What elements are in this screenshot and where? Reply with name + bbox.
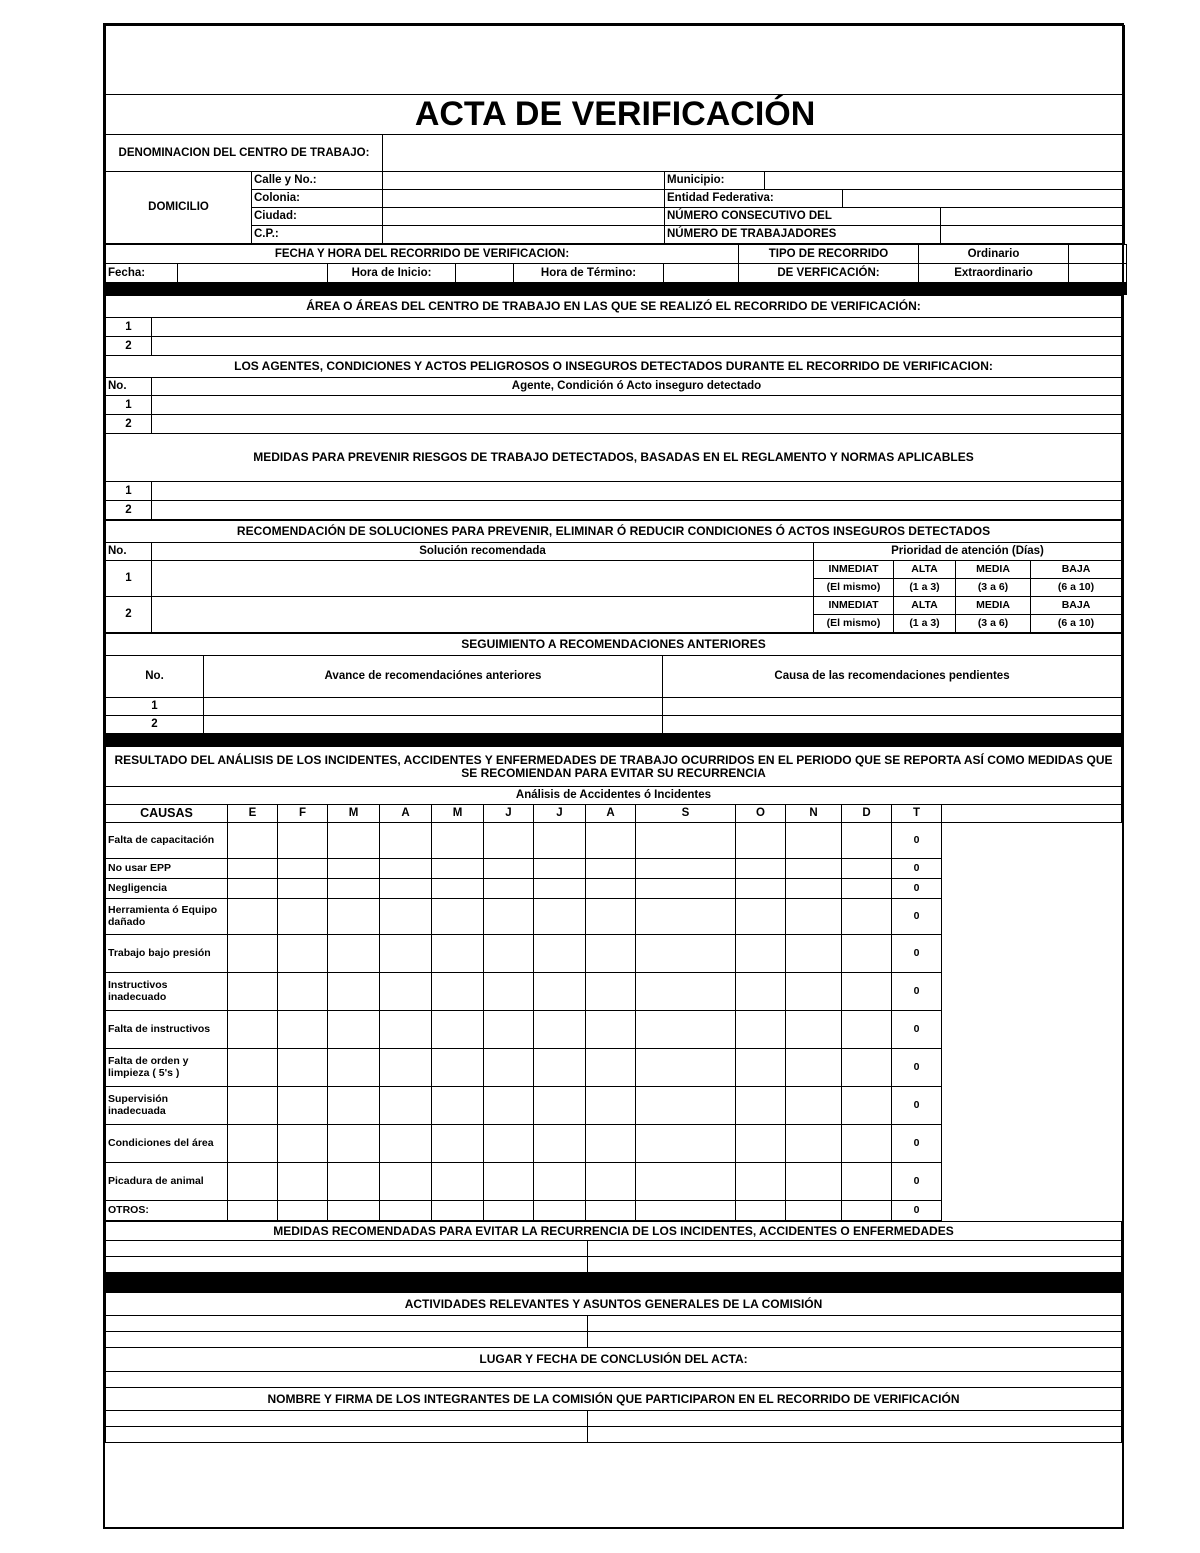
agentes-row-field[interactable] <box>152 396 1122 415</box>
month-header: J <box>484 805 534 823</box>
month-cell[interactable] <box>636 823 736 859</box>
firma-field[interactable] <box>588 1427 1122 1443</box>
hora-inicio-field[interactable] <box>456 264 514 283</box>
month-cell[interactable] <box>432 973 484 1011</box>
month-cell[interactable] <box>278 1125 328 1163</box>
month-header: O <box>736 805 786 823</box>
month-cell[interactable] <box>380 1201 432 1221</box>
month-cell[interactable] <box>228 1011 278 1049</box>
media-sub: (3 a 6) <box>956 579 1031 597</box>
month-cell[interactable] <box>534 1201 586 1221</box>
actividades-title: ACTIVIDADES RELEVANTES Y ASUNTOS GENERALES DE LA COMISIÓN <box>106 1293 1122 1316</box>
month-cell[interactable] <box>842 973 892 1011</box>
extraordinario-label: Extraordinario <box>919 264 1069 283</box>
month-cell[interactable] <box>586 899 636 935</box>
seguimiento-row-no: 2 <box>106 716 204 734</box>
month-cell[interactable] <box>328 973 380 1011</box>
avance-label: Avance de recomendaciónes anteriores <box>204 656 663 698</box>
month-cell[interactable] <box>736 935 786 973</box>
month-cell[interactable] <box>432 1087 484 1125</box>
lugar-title: LUGAR Y FECHA DE CONCLUSIÓN DEL ACTA: <box>106 1348 1122 1372</box>
cause-total: 0 <box>892 1087 942 1125</box>
month-cell[interactable] <box>278 1049 328 1087</box>
month-header: J <box>534 805 586 823</box>
month-cell[interactable] <box>484 1125 534 1163</box>
recurrencia-field[interactable] <box>588 1257 1122 1273</box>
solucion-label: Solución recomendada <box>152 543 814 561</box>
month-cell[interactable] <box>484 879 534 899</box>
inmediat-option[interactable]: INMEDIAT <box>814 597 894 615</box>
hora-inicio-label: Hora de Inicio: <box>328 264 456 283</box>
month-cell[interactable] <box>380 859 432 879</box>
cause-total: 0 <box>892 935 942 973</box>
month-cell[interactable] <box>534 1087 586 1125</box>
month-cell[interactable] <box>432 935 484 973</box>
recurrencia-field[interactable] <box>106 1241 588 1257</box>
hora-termino-field[interactable] <box>664 264 739 283</box>
month-cell[interactable] <box>278 973 328 1011</box>
month-cell[interactable] <box>736 1125 786 1163</box>
agentes-no-label: No. <box>106 378 152 396</box>
inmediat-sub: (El mismo) <box>814 615 894 633</box>
month-cell[interactable] <box>484 899 534 935</box>
month-cell[interactable] <box>736 879 786 899</box>
cause-total: 0 <box>892 1125 942 1163</box>
ciudad-field[interactable] <box>383 208 665 226</box>
cause-total: 0 <box>892 1011 942 1049</box>
month-cell[interactable] <box>432 1049 484 1087</box>
month-cell[interactable] <box>842 859 892 879</box>
recomendacion-row-no: 2 <box>106 597 152 633</box>
month-cell[interactable] <box>228 1163 278 1201</box>
cause-label: No usar EPP <box>106 859 228 879</box>
baja-sub: (6 a 10) <box>1031 615 1122 633</box>
month-cell[interactable] <box>484 935 534 973</box>
month-cell[interactable] <box>786 823 842 859</box>
month-cell[interactable] <box>586 823 636 859</box>
cause-total: 0 <box>892 1163 942 1201</box>
solucion-field[interactable] <box>152 597 814 633</box>
month-cell[interactable] <box>328 879 380 899</box>
month-cell[interactable] <box>786 1201 842 1221</box>
month-cell[interactable] <box>380 1087 432 1125</box>
alta-option[interactable]: ALTA <box>894 561 956 579</box>
cause-label: Trabajo bajo presión <box>106 935 228 973</box>
month-header: S <box>636 805 736 823</box>
cp-label: C.P.: <box>252 226 383 244</box>
cause-total: 0 <box>892 973 942 1011</box>
month-cell[interactable] <box>484 1011 534 1049</box>
month-cell[interactable] <box>228 1201 278 1221</box>
month-cell[interactable] <box>736 823 786 859</box>
tipo-label-2: DE VERFICACIÓN: <box>739 264 919 283</box>
colonia-field[interactable] <box>383 190 665 208</box>
cause-label: Falta de capacitación <box>106 823 228 859</box>
month-cell[interactable] <box>328 1011 380 1049</box>
month-cell[interactable] <box>786 899 842 935</box>
causa-label: Causa de las recomendaciones pendientes <box>663 656 1122 698</box>
month-cell[interactable] <box>786 1087 842 1125</box>
trabajadores-field[interactable] <box>941 226 1125 244</box>
month-cell[interactable] <box>786 859 842 879</box>
month-cell[interactable] <box>380 1125 432 1163</box>
denominacion-label: DENOMINACION DEL CENTRO DE TRABAJO: <box>106 135 383 172</box>
seguimiento-table <box>105 633 1122 746</box>
calle-label: Calle y No.: <box>252 172 383 190</box>
month-cell[interactable] <box>228 973 278 1011</box>
month-header-total: T <box>892 805 942 823</box>
verification-form <box>103 23 1124 1529</box>
firma-field[interactable] <box>106 1427 588 1443</box>
ciudad-label: Ciudad: <box>252 208 383 226</box>
fecha-label: Fecha: <box>106 264 178 283</box>
month-cell[interactable] <box>534 1163 586 1201</box>
cause-total: 0 <box>892 879 942 899</box>
ordinario-label: Ordinario <box>919 245 1069 264</box>
hora-termino-label: Hora de Término: <box>514 264 664 283</box>
consecutivo-label: NÚMERO CONSECUTIVO DEL <box>665 208 941 226</box>
month-cell[interactable] <box>736 1011 786 1049</box>
month-cell[interactable] <box>586 935 636 973</box>
agentes-row-no: 2 <box>106 415 152 434</box>
analisis-label: Análisis de Accidentes ó Incidentes <box>106 787 1122 805</box>
cause-label: Negligencia <box>106 879 228 899</box>
cause-total: 0 <box>892 823 942 859</box>
municipio-field[interactable] <box>765 172 1125 190</box>
month-cell[interactable] <box>278 935 328 973</box>
month-cell[interactable] <box>432 1163 484 1201</box>
medidas-title: MEDIDAS PARA PREVENIR RIESGOS DE TRABAJO DETECTADOS, BASADAS EN EL REGLAMENTO Y NORMAS APLICABLES <box>106 434 1122 482</box>
month-cell[interactable] <box>380 973 432 1011</box>
areas-row-field[interactable] <box>152 318 1122 337</box>
areas-table <box>105 295 1122 520</box>
month-cell[interactable] <box>228 859 278 879</box>
cause-total: 0 <box>892 1201 942 1221</box>
month-cell[interactable] <box>636 1201 736 1221</box>
month-cell[interactable] <box>432 1125 484 1163</box>
resultado-title: RESULTADO DEL ANÁLISIS DE LOS INCIDENTES, ACCIDENTES Y ENFERMEDADES DE TRABAJO OCURRIDOS EN EL PERIODO QUE SE REPORTA ASÍ COMO MEDIDAS QUE SE RECOMIENDAN PARA EVITAR SU RECURRENCIA <box>106 747 1122 787</box>
month-cell[interactable] <box>636 1087 736 1125</box>
cause-label: Herramienta ó Equipo dañado <box>106 899 228 935</box>
alta-option[interactable]: ALTA <box>894 597 956 615</box>
areas-row-no: 1 <box>106 318 152 337</box>
tipo-label-1: TIPO DE RECORRIDO <box>739 245 919 264</box>
month-cell[interactable] <box>636 1125 736 1163</box>
recurrencia-field[interactable] <box>588 1241 1122 1257</box>
month-cell[interactable] <box>278 1201 328 1221</box>
agentes-row-no: 1 <box>106 396 152 415</box>
cause-label: OTROS: <box>106 1201 228 1221</box>
month-cell[interactable] <box>586 1087 636 1125</box>
month-cell[interactable] <box>432 859 484 879</box>
month-header: M <box>328 805 380 823</box>
month-header: D <box>842 805 892 823</box>
calle-field[interactable] <box>383 172 665 190</box>
entidad-field[interactable] <box>843 190 1125 208</box>
cause-total: 0 <box>892 1049 942 1087</box>
month-cell[interactable] <box>586 973 636 1011</box>
month-cell[interactable] <box>228 899 278 935</box>
month-cell[interactable] <box>278 899 328 935</box>
month-cell[interactable] <box>278 1087 328 1125</box>
month-cell[interactable] <box>432 879 484 899</box>
month-cell[interactable] <box>278 1011 328 1049</box>
inmediat-option[interactable]: INMEDIAT <box>814 561 894 579</box>
month-cell[interactable] <box>432 1011 484 1049</box>
causa-field[interactable] <box>663 716 1122 734</box>
month-cell[interactable] <box>484 859 534 879</box>
municipio-label: Municipio: <box>665 172 765 190</box>
cause-label: Condiciones del área <box>106 1125 228 1163</box>
fecha-field[interactable] <box>178 264 328 283</box>
month-cell[interactable] <box>842 899 892 935</box>
month-cell[interactable] <box>328 823 380 859</box>
month-header: A <box>380 805 432 823</box>
month-cell[interactable] <box>534 899 586 935</box>
month-cell[interactable] <box>534 859 586 879</box>
month-cell[interactable] <box>380 935 432 973</box>
month-cell[interactable] <box>278 879 328 899</box>
month-cell[interactable] <box>432 1201 484 1221</box>
blank-top <box>106 26 1125 95</box>
month-cell[interactable] <box>842 1087 892 1125</box>
blank-area <box>942 805 1122 823</box>
ordinario-checkbox[interactable] <box>1069 245 1127 264</box>
month-cell[interactable] <box>842 823 892 859</box>
month-cell[interactable] <box>380 1049 432 1087</box>
resultado-table <box>105 746 1122 1221</box>
baja-option[interactable]: BAJA <box>1031 561 1122 579</box>
month-cell[interactable] <box>328 935 380 973</box>
agentes-title: LOS AGENTES, CONDICIONES Y ACTOS PELIGROSOS O INSEGUROS DETECTADOS DURANTE EL RECORRIDO DE VERIFICACION: <box>106 356 1122 378</box>
month-cell[interactable] <box>278 1163 328 1201</box>
month-cell[interactable] <box>786 935 842 973</box>
month-cell[interactable] <box>380 823 432 859</box>
month-cell[interactable] <box>586 1011 636 1049</box>
causa-field[interactable] <box>663 698 1122 716</box>
cause-label: Picadura de animal <box>106 1163 228 1201</box>
month-cell[interactable] <box>380 899 432 935</box>
entidad-label: Entidad Federativa: <box>665 190 843 208</box>
month-cell[interactable] <box>328 1163 380 1201</box>
month-cell[interactable] <box>228 823 278 859</box>
month-cell[interactable] <box>842 1011 892 1049</box>
month-cell[interactable] <box>534 1125 586 1163</box>
month-cell[interactable] <box>228 935 278 973</box>
divider-bar <box>106 734 1122 746</box>
actividades-field[interactable] <box>106 1316 588 1332</box>
extraordinario-checkbox[interactable] <box>1069 264 1127 283</box>
recomendacion-table <box>105 520 1122 633</box>
month-header: E <box>228 805 278 823</box>
month-cell[interactable] <box>736 1049 786 1087</box>
areas-title: ÁREA O ÁREAS DEL CENTRO DE TRABAJO EN LAS QUE SE REALIZÓ EL RECORRIDO DE VERIFICACIÓN: <box>106 296 1122 318</box>
bottom-table <box>105 1221 1122 1443</box>
actividades-field[interactable] <box>106 1332 588 1348</box>
month-cell[interactable] <box>636 879 736 899</box>
month-cell[interactable] <box>534 879 586 899</box>
recurrencia-field[interactable] <box>106 1257 588 1273</box>
fecha-hora-title: FECHA Y HORA DEL RECORRIDO DE VERIFICACION: <box>106 245 739 264</box>
consecutivo-field[interactable] <box>941 208 1125 226</box>
month-cell[interactable] <box>842 1049 892 1087</box>
month-cell[interactable] <box>278 859 328 879</box>
baja-sub: (6 a 10) <box>1031 579 1122 597</box>
agentes-row-field[interactable] <box>152 415 1122 434</box>
causas-label: CAUSAS <box>106 805 228 823</box>
month-cell[interactable] <box>328 1201 380 1221</box>
cp-field[interactable] <box>383 226 665 244</box>
month-cell[interactable] <box>380 1163 432 1201</box>
month-cell[interactable] <box>636 1049 736 1087</box>
month-header: F <box>278 805 328 823</box>
month-cell[interactable] <box>228 1125 278 1163</box>
media-sub: (3 a 6) <box>956 615 1031 633</box>
prioridad-label: Prioridad de atención (Días) <box>814 543 1122 561</box>
cause-total: 0 <box>892 899 942 935</box>
month-cell[interactable] <box>328 1125 380 1163</box>
alta-sub: (1 a 3) <box>894 615 956 633</box>
month-cell[interactable] <box>228 1087 278 1125</box>
seguimiento-row-no: 1 <box>106 698 204 716</box>
baja-option[interactable]: BAJA <box>1031 597 1122 615</box>
areas-row-field[interactable] <box>152 337 1122 356</box>
cause-label: Falta de orden y limpieza ( 5's ) <box>106 1049 228 1087</box>
month-cell[interactable] <box>534 823 586 859</box>
month-cell[interactable] <box>736 859 786 879</box>
firma-field[interactable] <box>106 1411 588 1427</box>
month-cell[interactable] <box>636 859 736 879</box>
colonia-label: Colonia: <box>252 190 383 208</box>
month-cell[interactable] <box>328 1049 380 1087</box>
month-cell[interactable] <box>786 973 842 1011</box>
page-title: ACTA DE VERIFICACIÓN <box>106 95 1125 135</box>
month-header: N <box>786 805 842 823</box>
month-header: A <box>586 805 636 823</box>
month-cell[interactable] <box>636 1163 736 1201</box>
cause-label: Falta de instructivos <box>106 1011 228 1049</box>
month-cell[interactable] <box>484 1087 534 1125</box>
month-cell[interactable] <box>586 1049 636 1087</box>
domicilio-label: DOMICILIO <box>106 172 252 244</box>
areas-row-no: 2 <box>106 337 152 356</box>
medidas-row-no: 1 <box>106 482 152 501</box>
month-cell[interactable] <box>432 899 484 935</box>
month-cell[interactable] <box>786 1163 842 1201</box>
month-cell[interactable] <box>786 1049 842 1087</box>
month-cell[interactable] <box>586 1163 636 1201</box>
seguimiento-no-label: No. <box>106 656 204 698</box>
month-cell[interactable] <box>484 973 534 1011</box>
month-cell[interactable] <box>842 1163 892 1201</box>
month-cell[interactable] <box>786 879 842 899</box>
month-cell[interactable] <box>534 1011 586 1049</box>
month-cell[interactable] <box>328 859 380 879</box>
month-cell[interactable] <box>228 1049 278 1087</box>
month-cell[interactable] <box>484 1049 534 1087</box>
month-cell[interactable] <box>484 823 534 859</box>
divider-bar <box>106 1273 1122 1293</box>
month-cell[interactable] <box>586 1201 636 1221</box>
month-cell[interactable] <box>228 879 278 899</box>
month-cell[interactable] <box>328 899 380 935</box>
firmas-title: NOMBRE Y FIRMA DE LOS INTEGRANTES DE LA COMISIÓN QUE PARTICIPARON EN EL RECORRIDO DE VERIFICACIÓN <box>106 1388 1122 1411</box>
month-cell[interactable] <box>534 1049 586 1087</box>
month-cell[interactable] <box>534 935 586 973</box>
media-option[interactable]: MEDIA <box>956 561 1031 579</box>
month-cell[interactable] <box>786 1125 842 1163</box>
denominacion-field[interactable] <box>383 135 1125 172</box>
month-cell[interactable] <box>328 1087 380 1125</box>
media-option[interactable]: MEDIA <box>956 597 1031 615</box>
month-cell[interactable] <box>636 973 736 1011</box>
lugar-field[interactable] <box>106 1372 1122 1388</box>
month-cell[interactable] <box>736 973 786 1011</box>
month-cell[interactable] <box>586 879 636 899</box>
month-cell[interactable] <box>736 1201 786 1221</box>
month-cell[interactable] <box>534 973 586 1011</box>
seguimiento-title: SEGUIMIENTO A RECOMENDACIONES ANTERIORES <box>106 634 1122 656</box>
agentes-col-label: Agente, Condición ó Acto inseguro detectado <box>152 378 1122 396</box>
month-cell[interactable] <box>786 1011 842 1049</box>
cause-label: Instructivos inadecuado <box>106 973 228 1011</box>
month-cell[interactable] <box>278 823 328 859</box>
divider-bar <box>106 283 1127 295</box>
recorrido-table <box>105 244 1127 295</box>
medidas-row-no: 2 <box>106 501 152 520</box>
recomendacion-title: RECOMENDACIÓN DE SOLUCIONES PARA PREVENIR, ELIMINAR Ó REDUCIR CONDICIONES Ó ACTOS INSEGUROS DETECTADOS <box>106 521 1122 543</box>
medidas-recurrencia-title: MEDIDAS RECOMENDADAS PARA EVITAR LA RECURRENCIA DE LOS INCIDENTES, ACCIDENTES O ENFERMEDADES <box>106 1222 1122 1241</box>
month-cell[interactable] <box>842 1201 892 1221</box>
month-cell[interactable] <box>380 1011 432 1049</box>
month-cell[interactable] <box>636 899 736 935</box>
trabajadores-label: NÚMERO DE TRABAJADORES <box>665 226 941 244</box>
month-cell[interactable] <box>842 935 892 973</box>
month-cell[interactable] <box>586 859 636 879</box>
month-cell[interactable] <box>736 899 786 935</box>
recomendacion-row-no: 1 <box>106 561 152 597</box>
recomendacion-no-label: No. <box>106 543 152 561</box>
month-cell[interactable] <box>636 935 736 973</box>
month-cell[interactable] <box>736 1163 786 1201</box>
avance-field[interactable] <box>204 716 663 734</box>
month-cell[interactable] <box>380 879 432 899</box>
cause-label: Supervisión inadecuada <box>106 1087 228 1125</box>
month-header: M <box>432 805 484 823</box>
firma-field[interactable] <box>588 1411 1122 1427</box>
actividades-field[interactable] <box>588 1332 1122 1348</box>
month-cell[interactable] <box>842 879 892 899</box>
header-table <box>105 25 1125 244</box>
month-cell[interactable] <box>736 1087 786 1125</box>
avance-field[interactable] <box>204 698 663 716</box>
alta-sub: (1 a 3) <box>894 579 956 597</box>
cause-total: 0 <box>892 859 942 879</box>
solucion-field[interactable] <box>152 561 814 597</box>
actividades-field[interactable] <box>588 1316 1122 1332</box>
month-cell[interactable] <box>842 1125 892 1163</box>
month-cell[interactable] <box>636 1011 736 1049</box>
medidas-row-field[interactable] <box>152 482 1122 501</box>
month-cell[interactable] <box>484 1201 534 1221</box>
month-cell[interactable] <box>484 1163 534 1201</box>
month-cell[interactable] <box>586 1125 636 1163</box>
inmediat-sub: (El mismo) <box>814 579 894 597</box>
month-cell[interactable] <box>432 823 484 859</box>
medidas-row-field[interactable] <box>152 501 1122 520</box>
